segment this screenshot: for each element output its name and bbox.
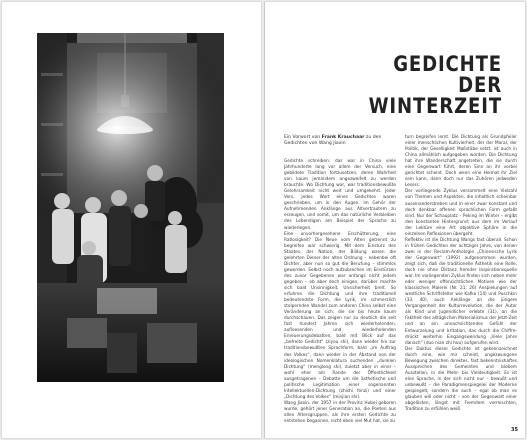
title-line-1: GEDICHTE	[393, 52, 502, 76]
intro-author: Frank Krauchaar	[321, 135, 365, 140]
text-column-2	[405, 135, 517, 413]
intro-prefix: Ein Vorwort von	[284, 135, 322, 140]
group-photograph	[37, 33, 224, 382]
paragraph: Der vorliegende Zyklus versammelt eine Vielzahl von Themen und Aspekten, die inhaltlich scheinbar auseinanderstreben und in einer zwar konstant und doch denkbar offenen sprachlichen Form gefaßt sind. Nur der Schauplatz – Peking im Winter – ergibt den konstanten Hintergrund; aus dem im Verlauf der Lektüre eine Art objektive Sphäre in die einzelnen Reflexionen übergeht.	[405, 189, 517, 237]
right-page	[265, 2, 525, 438]
intro-suffix: zu den Gedichten von Wang Jiaxin	[284, 135, 382, 147]
paragraph: Eine unvorhergesehene Erschütterung, eine Ratlosigkeit? Die Neue vom Alten getrennt zu begreifen war schwierig. Mit dem Einsturz des Staates, der Nation, der Bildung waren die gelehrten Diener der alten Ordnung – nebenbei oft Dichter, aber nun so gut die Berufung – stimmlos geworden. Selbst noch aufzubrechen im Einstürzen des zuvor Gegebenen war anfangs nicht jedem gegeben – ob aber doch einigen, darüber machte sich bald Unsinnigkeit, Unsicherheit breit. So erfuhren die Dichtung und ihre traditionell bedeutendste Form, die Lyrik, im schmerzlich stolpernden Wandel zum anderen China selbst eine Veränderung an sich; die sie bis heute kaum durchschauen. Das zeigen nur zu deutlich die seit fast hundert Jahren sich wiederholenden, aufloesenden und wiederholenden Erneuerungsdebatten, bald mit Blick auf das „befreite Gedicht“ (ziyou shi), dann wieder hin zur traditionsbewußten Sprachform, bald „im Auftrag des Volkes“, dann wieder in der Abstand von der ideologischen Nomenklatura suchenden „dunklen Dichtung“ (menglong shi), zuletzt aber in einer – wohl eher am Rande der Öffentlichkeit ausgetragenen – Debatte um die ästhetische und politische Legitimation einer sogenannten Intellektuellen-Dichtung (zhishi fenzi) und einer „Dichtung des Volkes“ (minjian shi).	[284, 231, 396, 400]
left-page	[2, 2, 261, 438]
article-title	[356, 54, 502, 117]
page-number: 35	[511, 427, 518, 433]
paragraph: turn begreifen lernt. Die Dichtung als Grundpfeiler einer menschlichen Kultivierheit, der der Moral, der Politik, der Geselligkeit Maßstäbe setzt, ist auch in China allmählich aufgegeben worden. Die Dichtung hat ihre Wanderschaft angetreten, die sie durch eine Gegenwart führt, deren Sinn an ihr vorbei gerichtet scheint. Doch wenn eine Heimat ihr Ziel sein kann, dann doch nur das Zuhören jedweden Lesers.	[405, 135, 517, 189]
title-line-2: DER WINTERZEIT	[368, 73, 502, 118]
paragraph: Wang Jiaxin, der 1957 in der Provinz Hubei geboren wurde, gehört jener Generation an, die Poeten aus allen Altersgruppen, als ihre ersten Gedichte zu entstehen begannen, nicht eben viel Mut hat, sie zu	[284, 400, 396, 425]
paragraph: Der Duktus dieser Gedichte ist gekennzeichnet durch eine, wie mir scheint, ungezwungene Bewegung zwischen direktes, fast bekenntnishaftes Aussprechen des Gemeinten und bloßem Ausstellen, in die Mehr- bis Vieldeutigkeit. Es ist eine Sprache, in der sich nicht nur – bewußt und unbewußt – die Paradigmenspiegelei der Moderne gespiegelt, sondern die auch – egal ob man es glauben will oder nicht – von der Gegenwart einer abgelösten, längst mit Fremdem vermischten, Tradition zu erfühlen weiß.	[405, 346, 517, 413]
text-column-1	[284, 159, 396, 425]
paragraph: Reflektiv ist die Dichtung Wangs fast überall. Schon in frühen Gedichten der achtziger Jahre, von denen zwei in der Reclam-Anthologie „Chinesische Lyrik der Gegenwart“ (1992) aufgenommen wurden, zeigt sich, daß die traditionelle Ästhetik eine Rolle, doch nie ohne Distanz fremder Inspirationsquelle war. Im vorliegenden Zyklus finden sich neben mehr oder weniger offensichtlichen Motiven wie der klassischen Malerei (Nr. 21, 26) Anspielungen auf westliche Schriftsteller wie Kafka (14) und Puschkin (33, 40), auch Anklänge an die jüngere Vergangenheit der Kulturrevolution, die der Autor als Kind und Jugendlicher erlebte (31), an die Faktheit des alltäglichen Materialismus der Jetzt-Zeit und an ein unnachsichtendes Gefühl der Entwurzelung und Irritation, das durch die Chiffre-drückt weiterhin Eingangswendung „Viele Jahre danach“ (duo nian zhi hou) aufgerufen wird.	[405, 237, 517, 346]
intro-byline	[284, 135, 396, 147]
paragraph: Gedichte schreiben: das war in China viele Jahrhunderte lang vor allem der Versuch, eine gebildete Tradition fortzusetzen, deren Wahrheit von kaum jemandem angezweifelt zu werden brauchte. Wo Dichtung war, war traditionsbewußte Gelehrsamkeit nicht weit und umgekehrt. Jeder Vers, jedes Wort eines Gedichtes waren geschrieben, um in den Augen, im Gehör der Aufnehmenden Anklänge aus Altvertrautem zu erzeugen, und somit, um das natürliche Verbleiben des Lebendigen am Beispiel der Sprache zu wiederlegen.	[284, 159, 396, 231]
photograph-image	[37, 33, 224, 382]
